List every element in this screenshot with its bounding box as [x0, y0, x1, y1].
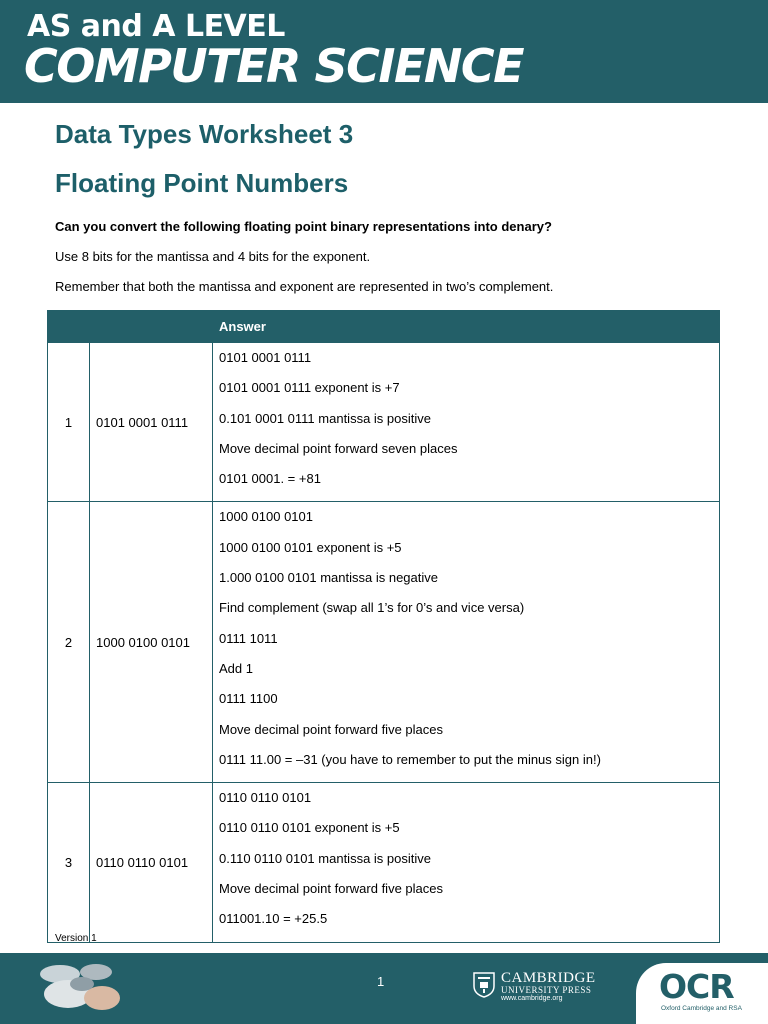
row-binary: 1000 0100 0101 — [90, 502, 213, 783]
answer-line: Add 1 — [219, 660, 253, 676]
cambridge-url: www.cambridge.org — [501, 995, 563, 1002]
answer-line: Move decimal point forward seven places — [219, 440, 458, 456]
version-label: Version 1 — [55, 933, 97, 944]
banner-level-text: AS and A LEVEL — [27, 9, 285, 44]
answer-line: 0101 0001. = +81 — [219, 471, 321, 487]
answer-line: 011001.10 = +25.5 — [219, 911, 328, 927]
table-header-row — [48, 311, 720, 343]
answer-line: 0101 0001 0111 — [219, 350, 312, 365]
answer-line: 1000 0100 0101 — [219, 509, 313, 525]
header-binary-cell — [90, 311, 213, 343]
answer-line: Move decimal point forward five places — [219, 721, 443, 737]
answer-line: 0.110 0110 0101 mantissa is positive — [219, 850, 431, 866]
row-number: 1 — [48, 343, 90, 502]
cambridge-name: CAMBRIDGE — [501, 970, 596, 986]
table-row — [48, 343, 720, 502]
answer-line: 1.000 0100 0101 mantissa is negative — [219, 570, 438, 586]
answer-line: 0101 0001 0111 exponent is +7 — [219, 380, 400, 396]
ocr-tagline: Oxford Cambridge and RSA — [661, 1005, 742, 1012]
row-binary: 0101 0001 0111 — [90, 343, 213, 502]
worksheet-title: Data Types Worksheet 3 — [55, 119, 354, 149]
answer-line: 0110 0110 0101 exponent is +5 — [219, 820, 400, 836]
row-number: 3 — [48, 783, 90, 942]
table-row — [48, 783, 720, 942]
answer-line: Move decimal point forward five places — [219, 881, 443, 897]
answer-line: 0.101 0001 0111 mantissa is positive — [219, 410, 431, 426]
page-number: 1 — [377, 974, 385, 989]
table-row — [48, 502, 720, 783]
ocr-logo: OCR — [659, 967, 734, 1006]
cambridge-shield-icon — [473, 972, 495, 998]
banner-subject-text: COMPUTER SCIENCE — [24, 39, 524, 93]
header-answer-cell: Answer — [213, 311, 720, 343]
question-text: Can you convert the following floating point binary representations into denary? — [55, 219, 552, 234]
header-number-cell — [48, 311, 90, 343]
row-answer — [213, 343, 720, 502]
header-banner — [0, 0, 768, 103]
cambridge-logo — [473, 970, 608, 1006]
answer-table — [47, 310, 720, 943]
instruction-bits: Use 8 bits for the mantissa and 4 bits for the exponent. — [55, 249, 371, 264]
answer-line: 0111 1011 — [219, 630, 278, 646]
worksheet-subtitle: Floating Point Numbers — [55, 168, 349, 198]
answer-line: 0111 11.00 = –31 (you have to remember to put the minus sign in!) — [219, 751, 601, 767]
row-answer — [213, 502, 720, 783]
row-answer — [213, 783, 720, 942]
row-binary: 0110 0110 0101 — [90, 783, 213, 942]
answer-line: Find complement (swap all 1’s for 0’s and vice versa) — [219, 600, 525, 616]
instruction-complement: Remember that both the mantissa and exponent are represented in two’s complement. — [55, 279, 554, 294]
row-number: 2 — [48, 502, 90, 783]
cambridge-press: UNIVERSITY PRESS — [501, 985, 592, 995]
answer-line: 1000 0100 0101 exponent is +5 — [219, 539, 402, 555]
answer-line: 0111 1100 — [219, 691, 278, 707]
answer-line: 0110 0110 0101 — [219, 790, 312, 806]
footer-photos-image — [38, 962, 123, 1014]
